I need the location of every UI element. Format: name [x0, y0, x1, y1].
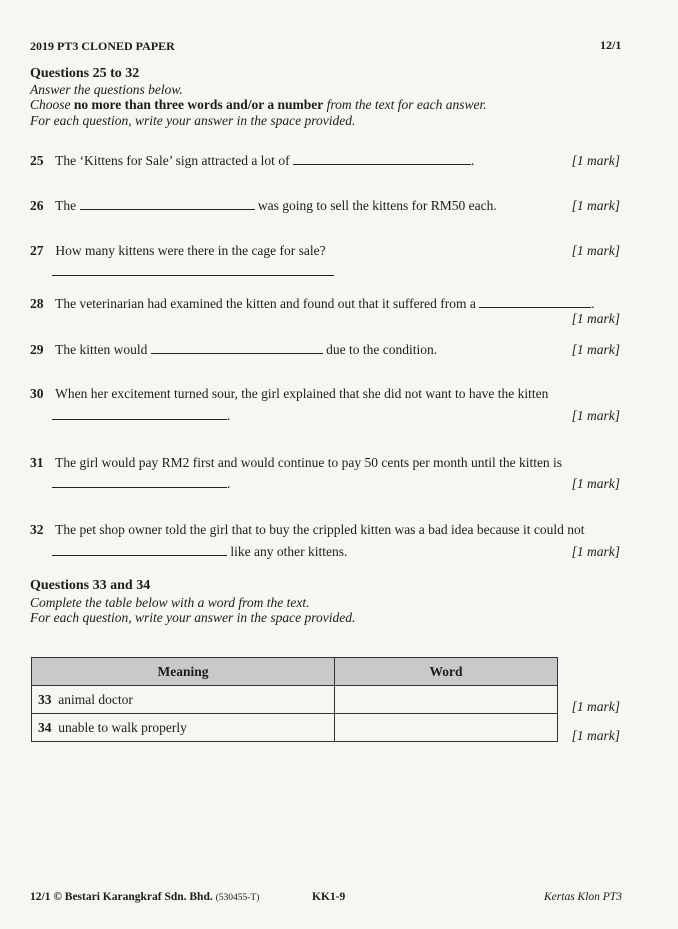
word-answer-cell-34[interactable] [335, 714, 558, 742]
question-28 [30, 296, 595, 312]
answer-blank-32[interactable] [52, 554, 227, 556]
footer-publisher: 12/1 © Bestari Karangkraf Sdn. Bhd. [30, 891, 213, 903]
question-27 [30, 243, 326, 259]
question-number: 31 [30, 455, 44, 470]
mark-29: [1 mark] [571, 342, 620, 357]
question-text-end: . [227, 408, 231, 423]
question-30-line2 [52, 408, 230, 424]
show-through-text [500, 40, 670, 109]
row-meaning: animal doctor [58, 691, 133, 707]
mark-26: [1 mark] [571, 198, 620, 213]
answer-blank-25[interactable] [293, 163, 471, 165]
answer-blank-29[interactable] [151, 352, 323, 354]
section-title-25-32: Questions 25 to 32 [30, 66, 140, 81]
question-31 [30, 455, 562, 471]
question-29 [30, 342, 437, 358]
paper-code: 12/1 [600, 38, 622, 52]
answer-blank-30[interactable] [52, 418, 227, 420]
question-number: 27 [30, 243, 44, 258]
instruction-line-2 [30, 97, 487, 113]
question-text: When her excitement turned sour, the girl explained that she did not want to have the kitten [55, 386, 549, 401]
question-32 [30, 522, 585, 538]
instruction-line-2-pre: Choose [30, 97, 74, 112]
mark-28: [1 mark] [571, 311, 620, 326]
question-number: 25 [30, 153, 44, 168]
question-32-line2 [52, 544, 347, 560]
instruction-line-1: Answer the questions below. [30, 82, 183, 97]
footer-paper-name: Kertas Klon PT3 [544, 891, 622, 903]
question-number: 29 [30, 342, 44, 357]
question-text: The [55, 198, 77, 213]
paper-title: 2019 PT3 CLONED PAPER [30, 39, 175, 53]
question-text: How many kittens were there in the cage for sale? [55, 243, 326, 258]
mark-33: [1 mark] [571, 699, 620, 714]
question-31-line2 [52, 476, 230, 492]
mark-32: [1 mark] [571, 544, 620, 559]
question-number: 26 [30, 198, 44, 213]
question-text-end: like any other kittens. [230, 544, 348, 559]
question-number: 28 [30, 296, 44, 311]
row-number: 34 [38, 719, 52, 735]
question-text: The kitten would [55, 342, 148, 357]
table-row [32, 686, 558, 714]
instruction-line-2-post: from the text for each answer. [323, 97, 487, 112]
section2-instruction-2: For each question, write your answer in the space provided. [30, 610, 356, 625]
section-title-33-34: Questions 33 and 34 [30, 578, 151, 593]
question-text: The girl would pay RM2 first and would continue to pay 50 cents per month until the kitten is [55, 455, 563, 470]
question-text: The pet shop owner told the girl that to buy the crippled kitten was a bad idea because it could not [55, 522, 585, 537]
header-word: Word [335, 658, 558, 686]
word-answer-cell-33[interactable] [335, 686, 558, 714]
question-26 [30, 198, 497, 214]
answer-blank-26[interactable] [80, 208, 255, 210]
table-row [32, 714, 558, 742]
row-number: 33 [38, 691, 52, 707]
footer-company-number: (530455-T) [215, 893, 260, 903]
mark-30: [1 mark] [571, 408, 620, 423]
instruction-line-3: For each question, write your answer in the space provided. [30, 113, 356, 128]
answer-blank-27[interactable] [52, 274, 334, 276]
meaning-cell [32, 686, 335, 714]
question-text-end: . [591, 296, 595, 311]
mark-34: [1 mark] [571, 728, 620, 743]
mark-25: [1 mark] [571, 153, 620, 168]
section2-instruction-1: Complete the table below with a word from the text. [30, 595, 310, 610]
mark-31: [1 mark] [571, 476, 620, 491]
row-meaning: unable to walk properly [58, 719, 187, 735]
question-30 [30, 386, 548, 402]
question-text: The veterinarian had examined the kitten and found out that it suffered from a [55, 296, 476, 311]
question-text-end: was going to sell the kittens for RM50 each. [257, 198, 497, 213]
question-text-end: . [227, 476, 231, 491]
table-header-row [32, 658, 558, 686]
footer-page-code: KK1-9 [312, 891, 346, 903]
answer-blank-31[interactable] [52, 486, 227, 488]
question-text-end: . [470, 153, 475, 168]
question-number: 30 [30, 386, 44, 401]
question-25 [30, 153, 474, 169]
instruction-line-2-bold: no more than three words and/or a number [73, 97, 324, 112]
answer-blank-28[interactable] [479, 306, 591, 308]
question-number: 32 [30, 522, 44, 537]
question-text: The ‘Kittens for Sale’ sign attracted a lot of [55, 153, 290, 168]
meaning-cell [32, 714, 335, 742]
question-text-end: due to the condition. [326, 342, 438, 357]
footer-copyright [30, 891, 259, 903]
answer-table [31, 657, 558, 742]
mark-27: [1 mark] [571, 243, 620, 258]
header-meaning: Meaning [32, 658, 335, 686]
